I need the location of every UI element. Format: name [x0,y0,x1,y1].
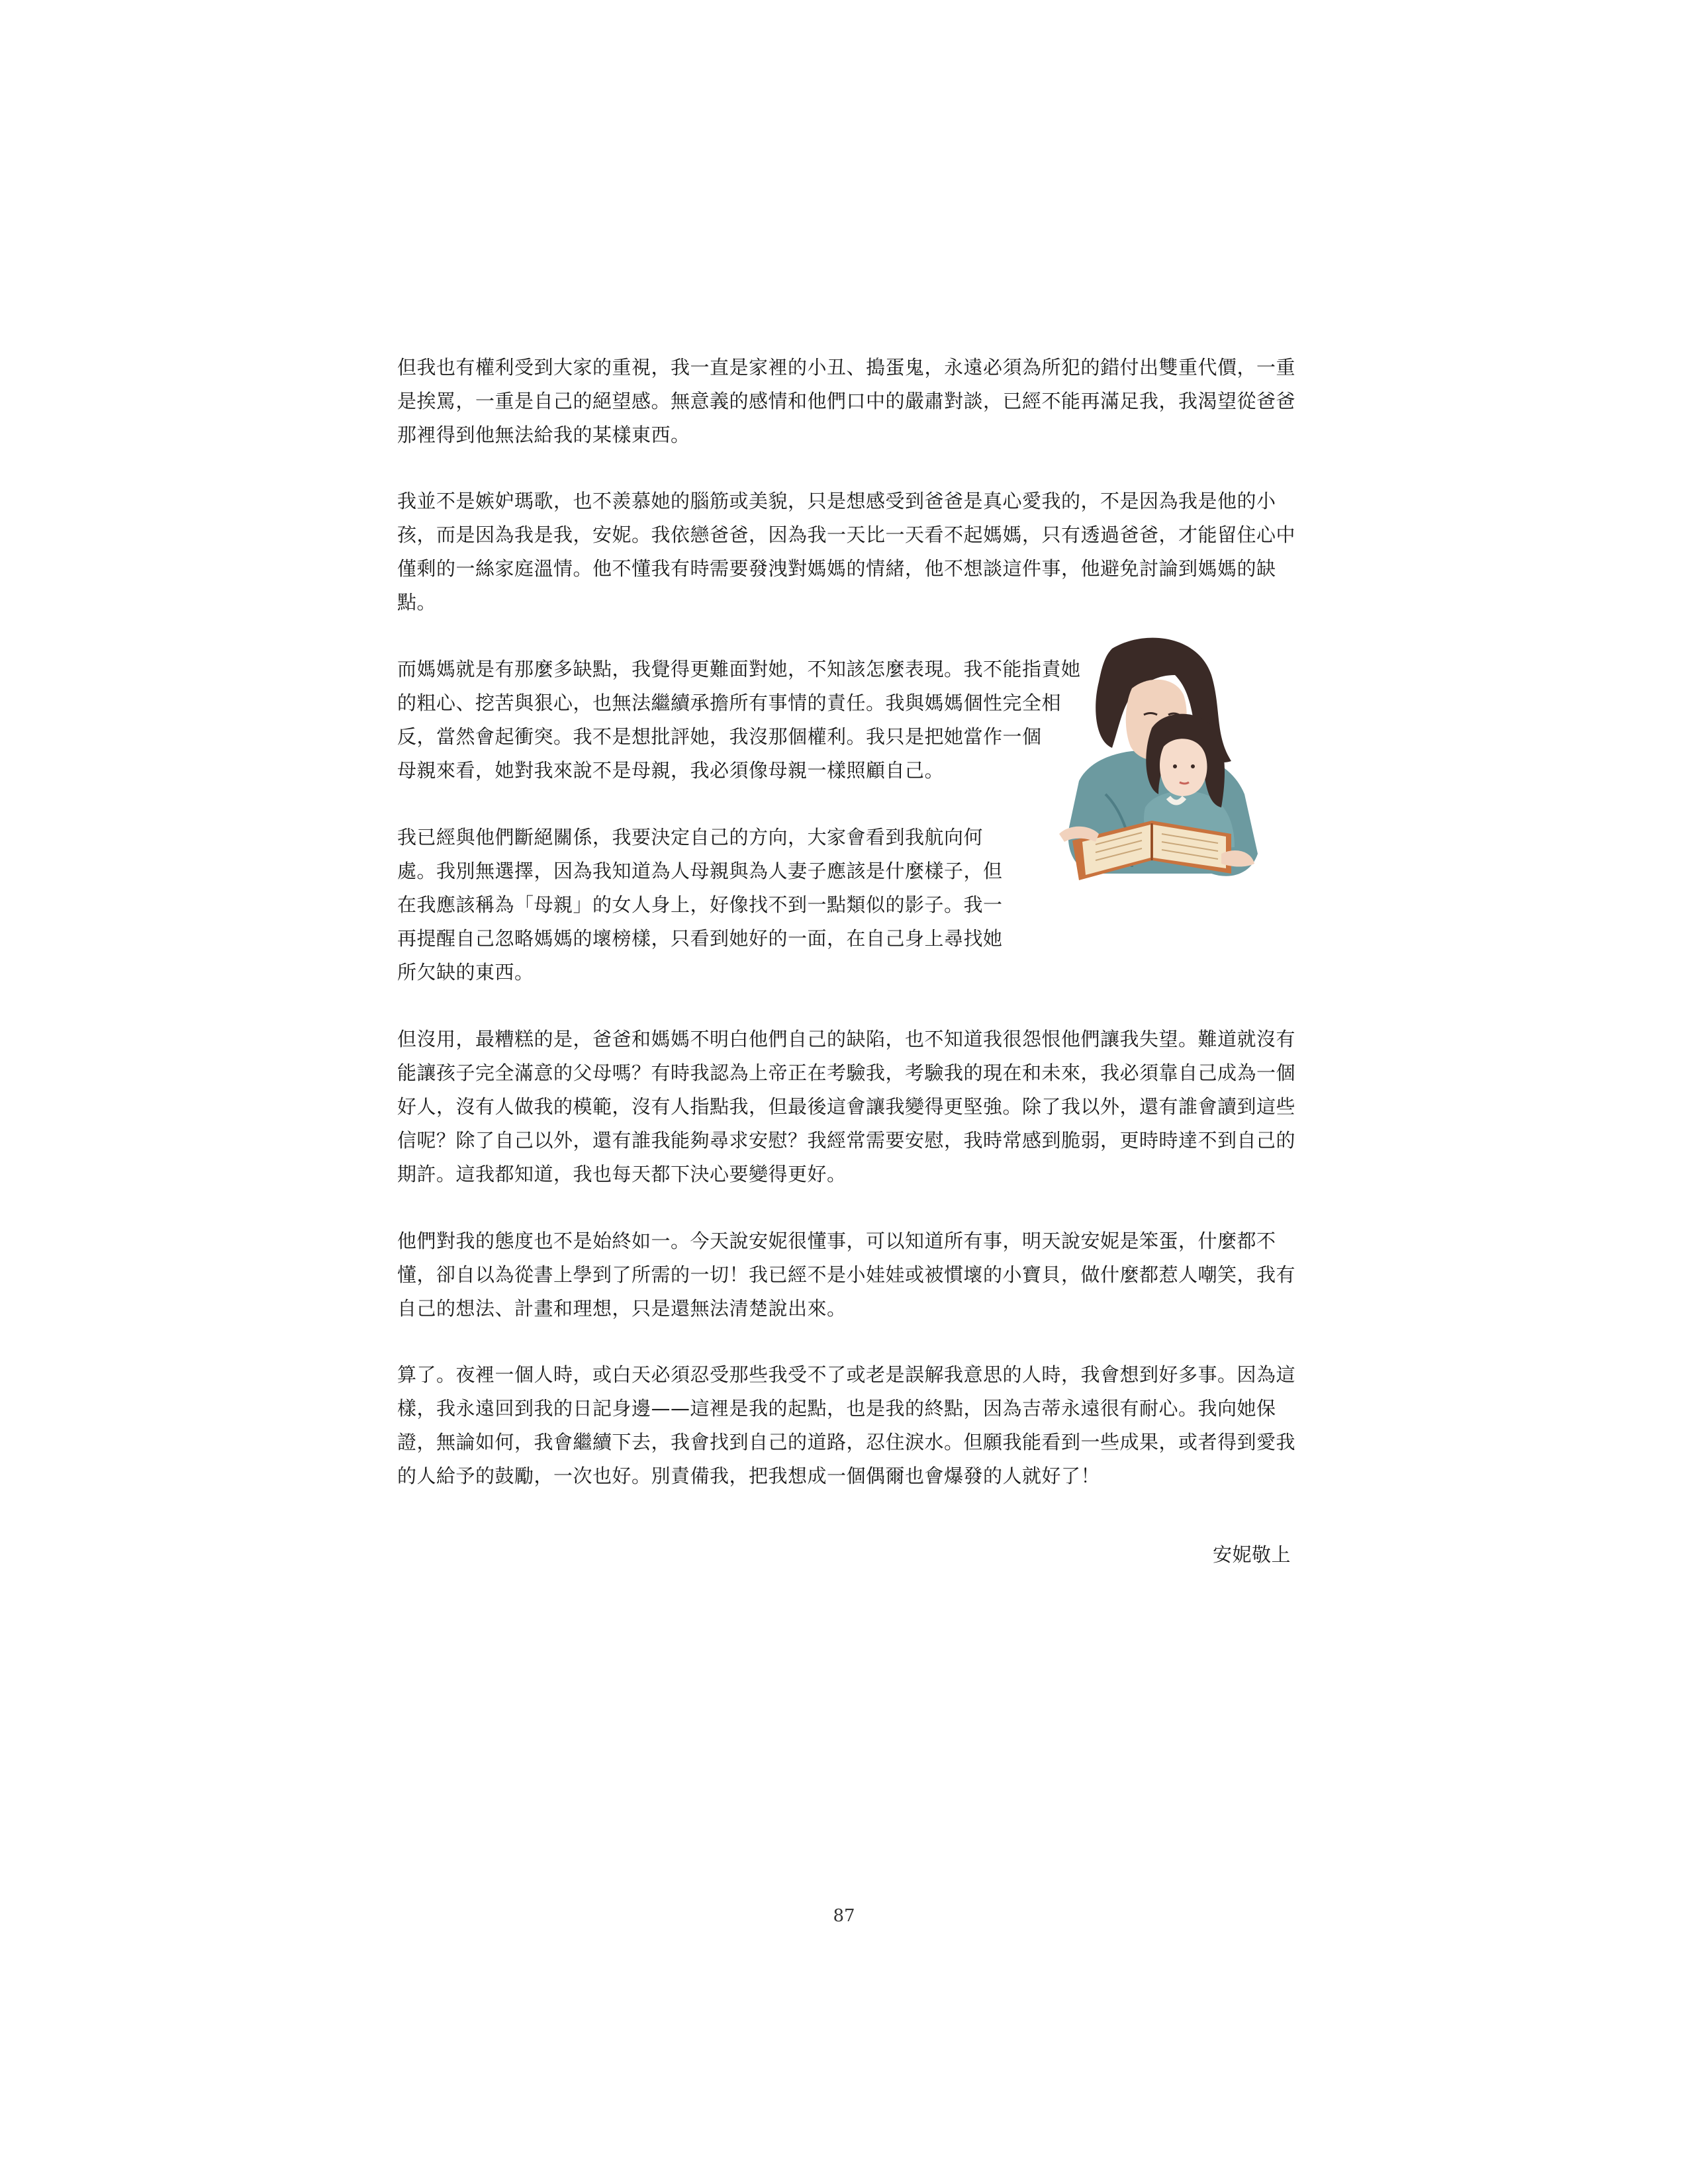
text-line: 但沒用，最糟糕的是，爸爸和媽媽不明白他們自己的缺陷，也不知道我很怨恨他們讓我失望。難道就沒有 [397,1028,1296,1050]
paragraph-4 [397,821,1059,989]
text-line: 我並不是嫉妒瑪歌，也不羨慕她的腦筋或美貌，只是想感受到爸爸是真心愛我的，不是因為我是他的小 [397,490,1276,512]
paragraph-1 [397,351,1296,452]
text-line: 而媽媽就是有那麼多缺點，我覺得更難面對她，不知該怎麼表現。我不能指責她 [397,658,1081,680]
paragraph-2 [397,484,1296,619]
text-line: 證，無論如何，我會繼續下去，我會找到自己的道路，忍住淚水。但願我能看到一些成果，或者得到愛我 [397,1431,1296,1453]
text-line: 孩，而是因為我是我，安妮。我依戀爸爸，因為我一天比一天看不起媽媽，只有透過爸爸，才能留住心中 [397,523,1296,546]
text-line: 但我也有權利受到大家的重視，我一直是家裡的小丑、搗蛋鬼，永遠必須為所犯的錯付出雙重代價，一重 [397,356,1296,379]
text-line: 點。 [397,591,437,614]
text-line: 的粗心、挖苦與狠心，也無法繼續承擔所有事情的責任。我與媽媽個性完全相 [397,692,1062,714]
text-line: 好人，沒有人做我的模範，沒有人指點我，但最後這會讓我變得更堅強。除了我以外，還有誰會讀到這些 [397,1095,1296,1118]
text-line: 是挨罵，一重是自己的絕望感。無意義的感情和他們口中的嚴肅對談，已經不能再滿足我，我渴望從爸爸 [397,390,1296,412]
text-line: 反，當然會起衝突。我不是想批評她，我沒那個權利。我只是把她當作一個 [397,725,1042,748]
text-line: 的人給予的鼓勵，一次也好。別責備我，把我想成一個偶爾也會爆發的人就好了！ [397,1465,1101,1487]
text-line: 樣，我永遠回到我的日記身邊——這裡是我的起點，也是我的終點，因為吉蒂永遠很有耐心。我向她保 [397,1397,1276,1420]
paragraph-3 [397,653,1081,788]
page-number: 87 [833,1906,855,1926]
signature: 安妮敬上 [1212,1543,1291,1566]
text-line: 我已經與他們斷絕關係，我要決定自己的方向，大家會看到我航向何 [397,826,984,848]
text-line: 期許。這我都知道，我也每天都下決心要變得更好。 [397,1163,847,1185]
paragraph-7 [397,1358,1296,1493]
text-line: 母親來看，她對我來說不是母親，我必須像母親一樣照顧自己。 [397,759,945,782]
text-line: 僅剩的一絲家庭溫情。他不懂我有時需要發洩對媽媽的情緒，他不想談這件事，他避免討論到媽媽的缺 [397,557,1276,580]
text-line: 所欠缺的東西。 [397,961,534,983]
text-line: 能讓孩子完全滿意的父母嗎？有時我認為上帝正在考驗我，考驗我的現在和未來，我必須靠自己成為一個 [397,1062,1296,1084]
text-line: 他們對我的態度也不是始終如一。今天說安妮很懂事，可以知道所有事，明天說安妮是笨蛋，什麼都不 [397,1230,1276,1252]
text-line: 在我應該稱為「母親」的女人身上，好像找不到一點類似的影子。我一 [397,893,1003,916]
paragraph-5 [397,1023,1296,1191]
text-line: 處。我別無選擇，因為我知道為人母親與為人妻子應該是什麼樣子，但 [397,860,1003,882]
text-line: 算了。夜裡一個人時，或白天必須忍受那些我受不了或老是誤解我意思的人時，我會想到好多事。因為這 [397,1363,1296,1386]
text-line: 那裡得到他無法給我的某樣東西。 [397,424,690,446]
paragraph-6 [397,1224,1296,1326]
text-line: 信呢？除了自己以外，還有誰我能夠尋求安慰？我經常需要安慰，我時常感到脆弱，更時時達不到自己的 [397,1129,1296,1152]
text-line: 自己的想法、計畫和理想，只是還無法清楚說出來。 [397,1297,847,1320]
text-line: 再提醒自己忽略媽媽的壞榜樣，只看到她好的一面，在自己身上尋找她 [397,927,1003,950]
mother-daughter-illustration [1033,635,1284,913]
text-line: 懂，卻自以為從書上學到了所需的一切！我已經不是小娃娃或被慣壞的小寶貝，做什麼都惹人嘲笑，我有 [397,1263,1296,1286]
